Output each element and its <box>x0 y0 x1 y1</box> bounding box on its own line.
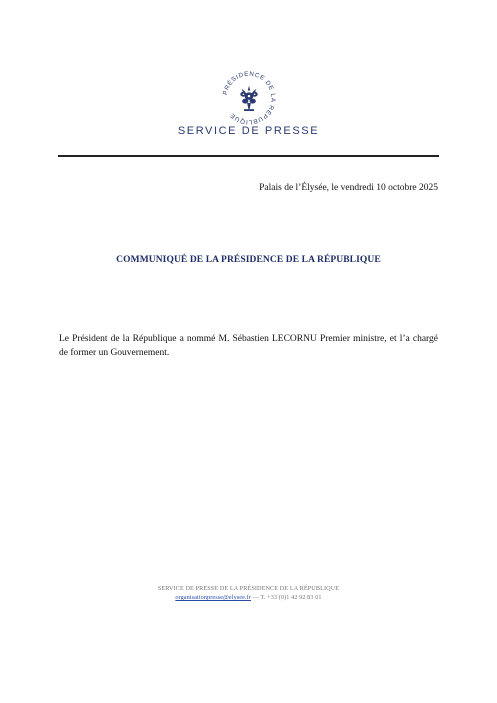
header-divider <box>58 155 439 157</box>
communique-body: Le Président de la République a nommé M. Sébastien LECORNU Premier ministre, et l’a chargé de former un Gouvernement. <box>59 334 438 358</box>
svg-text:PRÉSIDENCE DE LA RÉPUBLIQUE: PRÉSIDENCE DE LA RÉPUBLIQUE <box>221 70 277 126</box>
service-title: SERVICE DE PRESSE <box>177 125 320 137</box>
presidential-seal-logo <box>218 67 280 129</box>
footer-service-line: SERVICE DE PRESSE DE LA PRÉSIDENCE DE LA RÉPUBLIQUE <box>157 585 340 592</box>
footer-email-link[interactable]: organisationpresse@elysee.fr <box>175 594 251 601</box>
footer-contact-line <box>0 593 497 602</box>
date-line: Palais de l’Élysée, le vendredi 10 octobre 2025 <box>259 183 438 193</box>
footer-phone: — T. +33 (0)1 42 92 83 01 <box>250 594 322 601</box>
footer <box>0 584 497 602</box>
communique-title: COMMUNIQUÉ DE LA PRÉSIDENCE DE LA RÉPUBLIQUE <box>116 255 381 265</box>
